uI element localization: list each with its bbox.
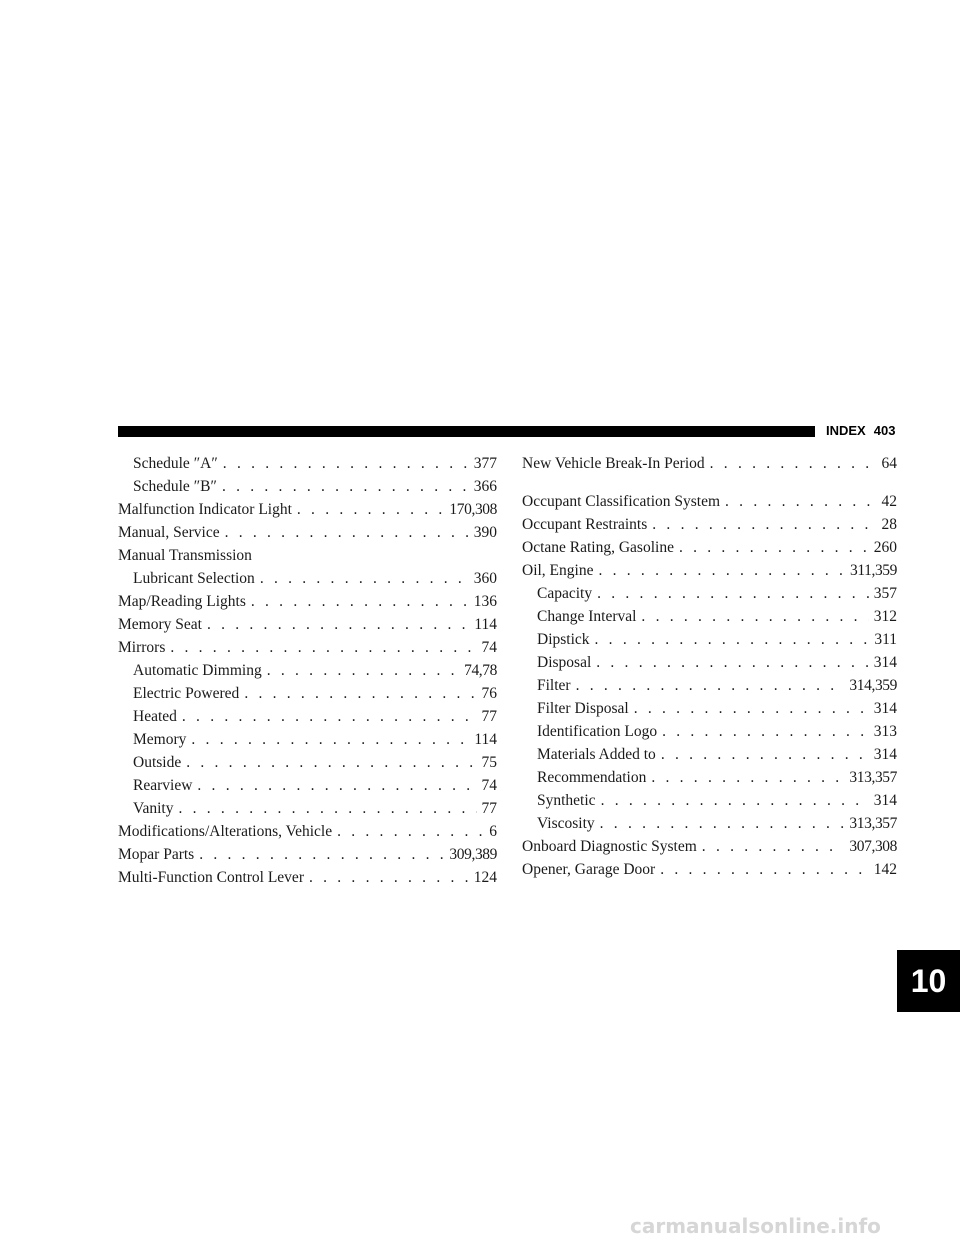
entry-label: Change Interval — [537, 608, 637, 625]
entry-page-ref: 311 — [874, 631, 897, 648]
entry-label: Materials Added to — [537, 746, 656, 763]
entry-page-ref: 74 — [481, 639, 497, 656]
dot-leader — [223, 452, 469, 475]
entry-page-ref: 309,389 — [449, 846, 497, 863]
entry-page-ref: 77 — [481, 708, 497, 725]
index-subentry — [118, 751, 497, 774]
entry-label: Mopar Parts — [118, 846, 195, 863]
index-entry — [522, 452, 897, 475]
index-entry — [522, 490, 897, 513]
dot-leader — [679, 536, 869, 559]
running-header — [826, 423, 895, 438]
index-entry — [522, 858, 897, 881]
index-subentry — [118, 797, 497, 820]
entry-label: Schedule ″A″ — [133, 455, 218, 472]
entry-label: Viscosity — [537, 815, 595, 832]
entry-page-ref: 314 — [873, 792, 897, 809]
dot-leader — [267, 659, 459, 682]
index-subentry — [118, 659, 497, 682]
entry-page-ref: 313 — [873, 723, 897, 740]
dot-leader — [596, 651, 869, 674]
entry-page-ref: 77 — [481, 800, 497, 817]
index-subentry — [118, 452, 497, 475]
entry-page-ref: 124 — [473, 869, 497, 886]
index-subentry — [522, 720, 897, 743]
entry-page-ref: 313,357 — [849, 815, 897, 832]
dot-leader — [251, 590, 469, 613]
entry-page-ref: 142 — [873, 861, 897, 878]
index-entry — [522, 536, 897, 559]
entry-page-ref: 74,78 — [464, 662, 497, 679]
index-subentry — [522, 743, 897, 766]
entry-page-ref: 314 — [873, 654, 897, 671]
entry-label: New Vehicle Break-In Period — [522, 455, 705, 472]
entry-label: Rearview — [133, 777, 193, 794]
dot-leader — [597, 582, 869, 605]
entry-page-ref: 307,308 — [849, 838, 897, 855]
entry-page-ref: 170,308 — [449, 501, 497, 518]
dot-leader — [182, 705, 477, 728]
entry-page-ref: 260 — [873, 539, 897, 556]
page-number: 403 — [873, 423, 896, 438]
entry-label: Manual, Service — [118, 524, 220, 541]
entry-page-ref: 314,359 — [849, 677, 897, 694]
dot-leader — [595, 628, 870, 651]
dot-leader — [660, 858, 869, 881]
index-subentry — [118, 774, 497, 797]
dot-leader — [702, 835, 845, 858]
entry-page-ref: 136 — [473, 593, 497, 610]
index-column-left — [118, 452, 497, 889]
entry-label: Mirrors — [118, 639, 166, 656]
index-entry — [522, 513, 897, 536]
chapter-tab-marker: 10 — [897, 950, 960, 1012]
index-subentry — [522, 697, 897, 720]
entry-page-ref: 357 — [873, 585, 897, 602]
entry-label: Modifications/Alterations, Vehicle — [118, 823, 333, 840]
entry-label: Synthetic — [537, 792, 596, 809]
index-entry — [118, 866, 497, 889]
entry-label: Automatic Dimming — [133, 662, 262, 679]
dot-leader — [600, 812, 845, 835]
index-entry — [522, 559, 897, 582]
index-subentry — [522, 674, 897, 697]
entry-label: Oil, Engine — [522, 562, 594, 579]
entry-label: Outside — [133, 754, 182, 771]
dot-leader — [297, 498, 445, 521]
index-entry — [118, 613, 497, 636]
index-subentry — [118, 475, 497, 498]
index-subentry — [522, 605, 897, 628]
dot-leader — [634, 697, 869, 720]
entry-label: Onboard Diagnostic System — [522, 838, 697, 855]
entry-label: Occupant Classification System — [522, 493, 721, 510]
entry-page-ref: 312 — [873, 608, 897, 625]
entry-label: Occupant Restraints — [522, 516, 648, 533]
dot-leader — [199, 843, 444, 866]
dot-leader — [186, 751, 476, 774]
entry-page-ref: 76 — [481, 685, 497, 702]
entry-label: Disposal — [537, 654, 592, 671]
dot-leader — [662, 720, 869, 743]
index-column-right — [522, 452, 897, 881]
entry-label: Manual Transmission — [118, 547, 252, 564]
dot-leader — [178, 797, 476, 820]
dot-leader — [260, 567, 469, 590]
dot-leader — [576, 674, 845, 697]
entry-label: Filter Disposal — [537, 700, 629, 717]
entry-page-ref: 314 — [873, 746, 897, 763]
entry-label: Malfunction Indicator Light — [118, 501, 292, 518]
index-subentry — [522, 789, 897, 812]
watermark: carmanualsonline.info — [630, 1214, 881, 1238]
index-subentry — [522, 766, 897, 789]
dot-leader — [725, 490, 876, 513]
entry-page-ref: 390 — [473, 524, 497, 541]
entry-page-ref: 377 — [473, 455, 497, 472]
index-entry — [118, 843, 497, 866]
index-subentry — [522, 812, 897, 835]
entry-label: Lubricant Selection — [133, 570, 255, 587]
entry-page-ref: 366 — [473, 478, 497, 495]
dot-leader — [225, 521, 469, 544]
dot-leader — [661, 743, 869, 766]
dot-leader — [191, 728, 469, 751]
dot-leader — [309, 866, 469, 889]
dot-leader — [207, 613, 469, 636]
dot-leader — [710, 452, 877, 475]
entry-label: Dipstick — [537, 631, 590, 648]
entry-label: Identification Logo — [537, 723, 658, 740]
dot-leader — [337, 820, 484, 843]
entry-page-ref: 74 — [481, 777, 497, 794]
entry-label: Electric Powered — [133, 685, 240, 702]
entry-page-ref: 28 — [881, 516, 897, 533]
dot-leader — [652, 513, 876, 536]
entry-page-ref: 313,357 — [849, 769, 897, 786]
entry-label: Map/Reading Lights — [118, 593, 246, 610]
entry-page-ref: 75 — [481, 754, 497, 771]
entry-page-ref: 360 — [473, 570, 497, 587]
entry-label: Vanity — [133, 800, 174, 817]
entry-page-ref: 311,359 — [850, 562, 897, 579]
entry-label: Memory — [133, 731, 187, 748]
dot-leader — [222, 475, 469, 498]
entry-page-ref: 64 — [881, 455, 897, 472]
entry-page-ref: 6 — [489, 823, 497, 840]
entry-page-ref: 42 — [881, 493, 897, 510]
index-entry — [118, 590, 497, 613]
entry-label: Recommendation — [537, 769, 647, 786]
section-title: INDEX — [826, 423, 866, 438]
index-subentry — [522, 628, 897, 651]
entry-label: Opener, Garage Door — [522, 861, 656, 878]
dot-leader — [244, 682, 476, 705]
entry-page-ref: 114 — [474, 731, 497, 748]
dot-leader — [197, 774, 476, 797]
entry-label: Memory Seat — [118, 616, 202, 633]
dot-leader — [651, 766, 844, 789]
index-subentry — [118, 567, 497, 590]
entry-label: Heated — [133, 708, 177, 725]
entry-label: Schedule ″B″ — [133, 478, 217, 495]
entry-label: Filter — [537, 677, 571, 694]
entry-page-ref: 114 — [474, 616, 497, 633]
header-rule — [118, 426, 815, 437]
index-entry — [118, 544, 497, 567]
dot-leader — [641, 605, 868, 628]
entry-page-ref: 314 — [873, 700, 897, 717]
index-subentry — [118, 705, 497, 728]
entry-label: Octane Rating, Gasoline — [522, 539, 674, 556]
index-entry — [118, 498, 497, 521]
index-entry — [118, 636, 497, 659]
dot-leader — [170, 636, 476, 659]
index-entry — [118, 521, 497, 544]
index-subentry — [522, 651, 897, 674]
index-subentry — [118, 728, 497, 751]
index-entry — [522, 835, 897, 858]
entry-label: Multi-Function Control Lever — [118, 869, 304, 886]
dot-leader — [601, 789, 869, 812]
entry-label: Capacity — [537, 585, 593, 602]
dot-leader — [598, 559, 845, 582]
index-subentry — [118, 682, 497, 705]
index-entry — [118, 820, 497, 843]
index-subentry — [522, 582, 897, 605]
